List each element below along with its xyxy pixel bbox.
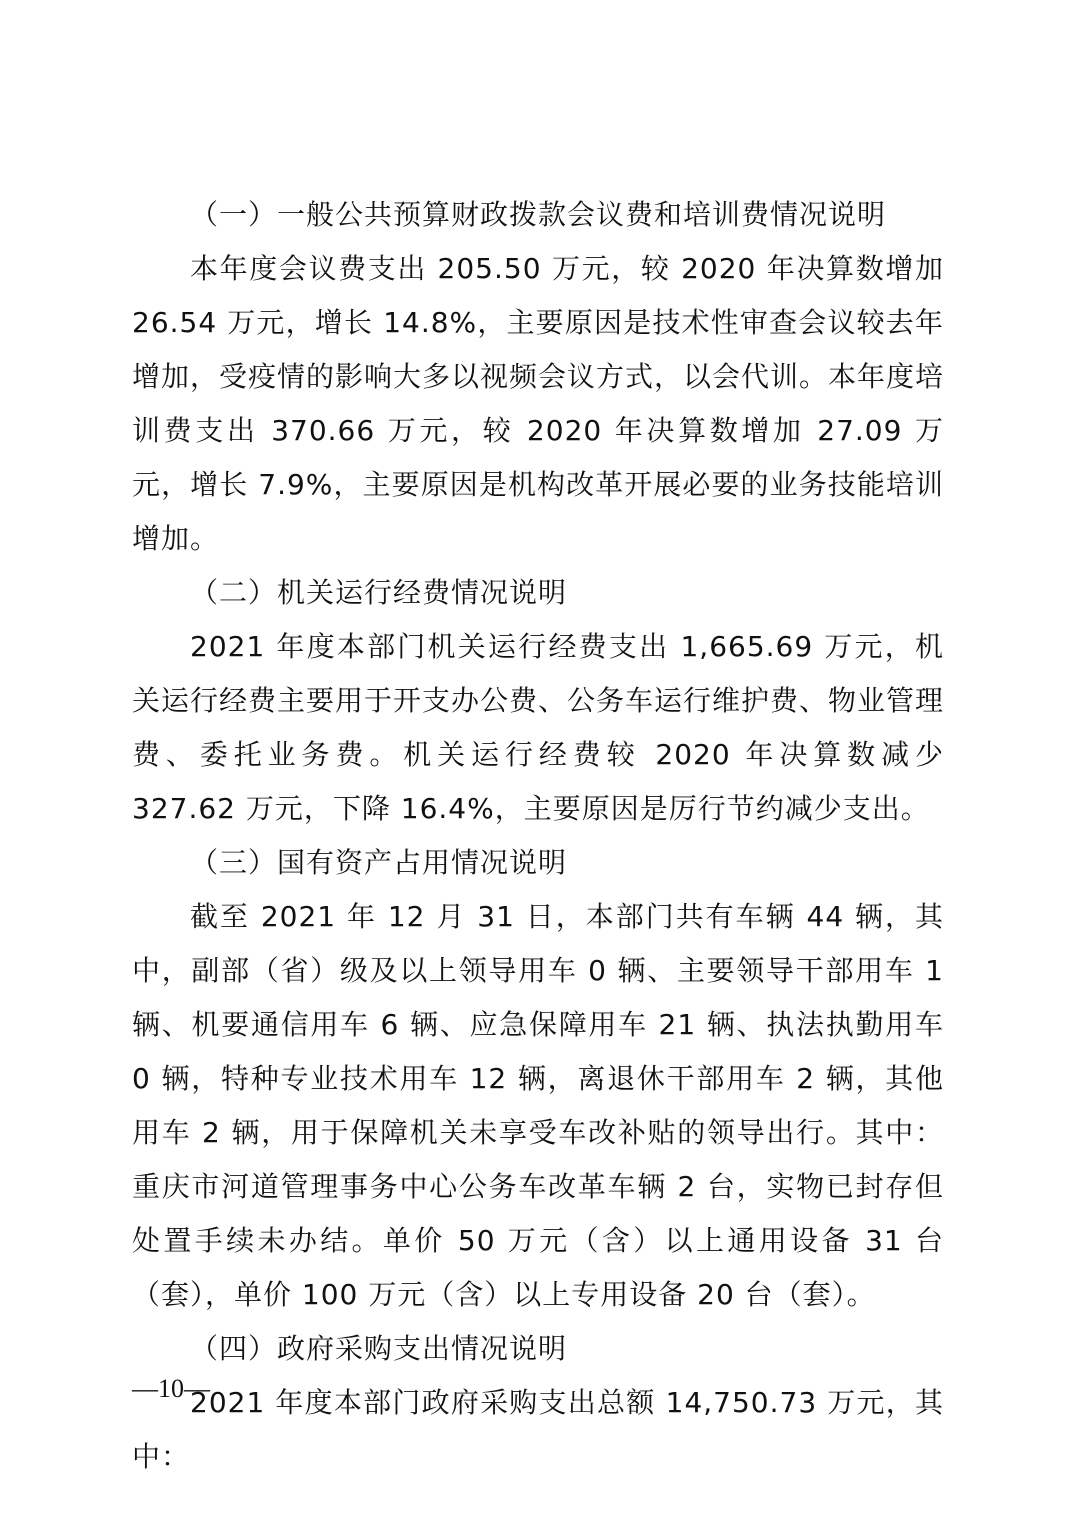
section-body-3: 截至 2021 年 12 月 31 日，本部门共有车辆 44 辆，其中，副部（省）级及以上领导用车 0 辆、主要领导干部用车 1 辆、机要通信用车 6 辆、应急保障用车 21 辆、执法执勤用车 0 辆，特种专业技术用车 12 辆，离退休干部用车 2 辆，其他用车 2 辆，用于保障机关未享受车改补贴的领导出行。其中：重庆市河道管理事务中心公务车改革车辆 2 台，实物已封存但处置手续未办结。单价 50 万元（含）以上通用设备 31 台（套），单价 100 万元（含）以上专用设备 20 台（套）。 [132,900,944,1311]
section-heading-1: （一）一般公共预算财政拨款会议费和培训费情况说明 [190,198,887,231]
section-body-2: 2021 年度本部门机关运行经费支出 1,665.69 万元，机关运行经费主要用于开支办公费、公务车运行维护费、物业管理费、委托业务费。机关运行经费较 2020 年决算数减少 327.62 万元，下降 16.4%，主要原因是厉行节约减少支出。 [132,630,945,825]
section-heading-3: （三）国有资产占用情况说明 [190,846,568,879]
section-body-1: 本年度会议费支出 205.50 万元，较 2020 年决算数增加 26.54 万元，增长 14.8%，主要原因是技术性审查会议较去年增加，受疫情的影响大多以视频会议方式，以会代训。本年度培训费支出 370.66 万元，较 2020 年决算数增加 27.09 万元，增长 7.9%，主要原因是机构改革开展必要的业务技能培训增加。 [132,252,945,555]
page-number: —10— [132,1374,210,1403]
document-content [132,188,944,1484]
section-heading-2: （二）机关运行经费情况说明 [190,576,568,609]
section-heading-4: （四）政府采购支出情况说明 [190,1332,568,1365]
section-body-4: 2021 年度本部门政府采购支出总额 14,750.73 万元，其中： [132,1386,944,1473]
